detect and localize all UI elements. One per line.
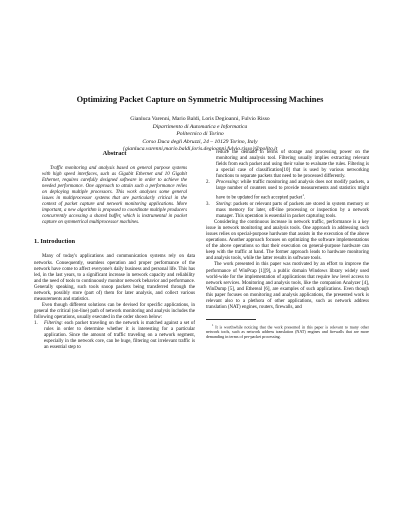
list-number: 1. [34,320,38,326]
section-heading-introduction: 1. Introduction [34,238,76,246]
list-term: Filtering [44,320,62,326]
list-text-tail: . [303,195,306,201]
author-names: Gianluca Varenni, Mario Baldi, Loris Degioanni, Fulvio Risso [130,116,270,122]
footnote-number: 1 [212,322,214,327]
list-item-filtering-continued [206,150,369,180]
footnote-divider [206,319,256,320]
intro-paragraph-3: Considering the continuous increase in network traffic, performance is a key issue in network monitoring and analysis tools. One approach in addressing such issues relies on special-purpose hardware that assists in the execution of the above operations. Another approach focuses on optimizing the software implementations of the above operations so that their execution on general-purpose hardware can keep with the traffic at hand. The former approach leads to hardware monitoring and analysis tools, while the latter results in software tools. [206,220,369,262]
list-text: : packets or relevant parts of packets are stored in system memory or mass memory for later, off-line processing or inspection by a network manager. This operation is essential in packet capturing tools. [216,202,369,220]
right-column [206,150,369,339]
author-block [20,116,380,154]
abstract-heading: Abstract [102,150,127,157]
list-text: reduce the demand in terms of storage and processing power on the monitoring and analysis tool. Filtering usually implies extracting relevant fields from each packet and using their value to evaluate the rules. Filtering is a special case of classification[10] that is used by various networking functions to separate packets that need to be processed differently. [216,150,369,180]
list-item-filtering [34,321,195,351]
abstract-text: Traffic monitoring and analysis based on general purpose systems with high speed interfaces, such as Gigabit Ethernet and 10 Gigabit Ethernet, requires carefully designed software in order to achieve the needed performance. One approach to attain such a performance relies on deploying multiple processors. This work analyses some general issues in multiprocessor systems that are particularly critical in the context of packet capture and network monitoring applications. More important, a new algorithm is proposed to coordinate multiple producers concurrently accessing a shared buffer, which is instrumental in packet capture on symmetrical multiprocessor machines. [42,166,187,226]
operations-list-continued [206,150,369,220]
list-number: 2. [206,180,210,186]
list-number: 3. [206,202,210,207]
affiliation-dept: Dipartimento di Automatica e Informatica [152,123,248,130]
list-item-storing [206,202,369,220]
author-emails: {gianluca.varenni,mario.baldi,loris.degioanni,fulvio.risso}@polito.it [122,146,278,153]
intro-paragraph-4: The work presented in this paper was motivated by an effort to improve the performance of WinPcap [1][9], a public domain Windows library widely used world-wide for the implementation of applications that require low level access to network services. Monitoring and analysis tools, like the companion Analyzer [4], WinDump [5], and Ethereal [6], are examples of such applications. Even though this paper focuses on monitoring and analysis applications, the presented work is relevant also to a plethora of other applications, such as network address translation (NAT) engines, routers, firewalls, and [206,262,369,310]
footnote [206,323,369,339]
list-item-processing [206,180,369,202]
intro-paragraph-2: Even though different solutions can be devised for specific applications, in general the critical (on-line) path of network monitoring and analysis includes the following operations, usually executed in the order shown below: [34,302,195,320]
affiliation-university: Politecnico di Torino [176,131,224,138]
operations-list [34,321,195,351]
list-term: Storing [216,202,231,207]
list-term: Processing [216,180,238,186]
list-text: : while traffic monitoring and analysis does not modify packets, a large number of counters used to provide measurements and statistics might have to be updated for each accepted packet [216,180,369,201]
footnote-text: It is worthwhile noticing that the work presented in this paper is relevant to many other network tools, such as network address translation (NAT) engines and firewalls that are more demanding in terms of per-packet processing. [206,324,369,340]
list-text: : each packet traveling on the network is matched against a set of rules in order to determine whether it is interesting for a particular application. Since the amount of traffic traveling on a network segment, especially in the network core, can be huge, filtering out irrelevant traffic is an essential step to [44,320,195,351]
paper-title: Optimizing Packet Capture on Symmetric Multiprocessing Machines [76,95,324,104]
affiliation-address: Corso Duca degli Abruzzi, 24 – 10129 Torino, Italy [142,138,258,145]
intro-paragraph-1: Many of today's applications and communication systems rely on data networks. Consequently, seamless operation and proper performance of the network have come to affect everyone's daily business and personal life. This has led, in the last years, to a significant increase in network capacity and reliability and the need of tools to continuously monitor network behavior and performance. Generally speaking, such tools snoop packets being transferred through the network, possibly store (part of) them for later analysis, and collect various measurements and statistics. [34,254,195,302]
footnote-marker: 1 [302,193,304,198]
left-column [34,150,195,351]
